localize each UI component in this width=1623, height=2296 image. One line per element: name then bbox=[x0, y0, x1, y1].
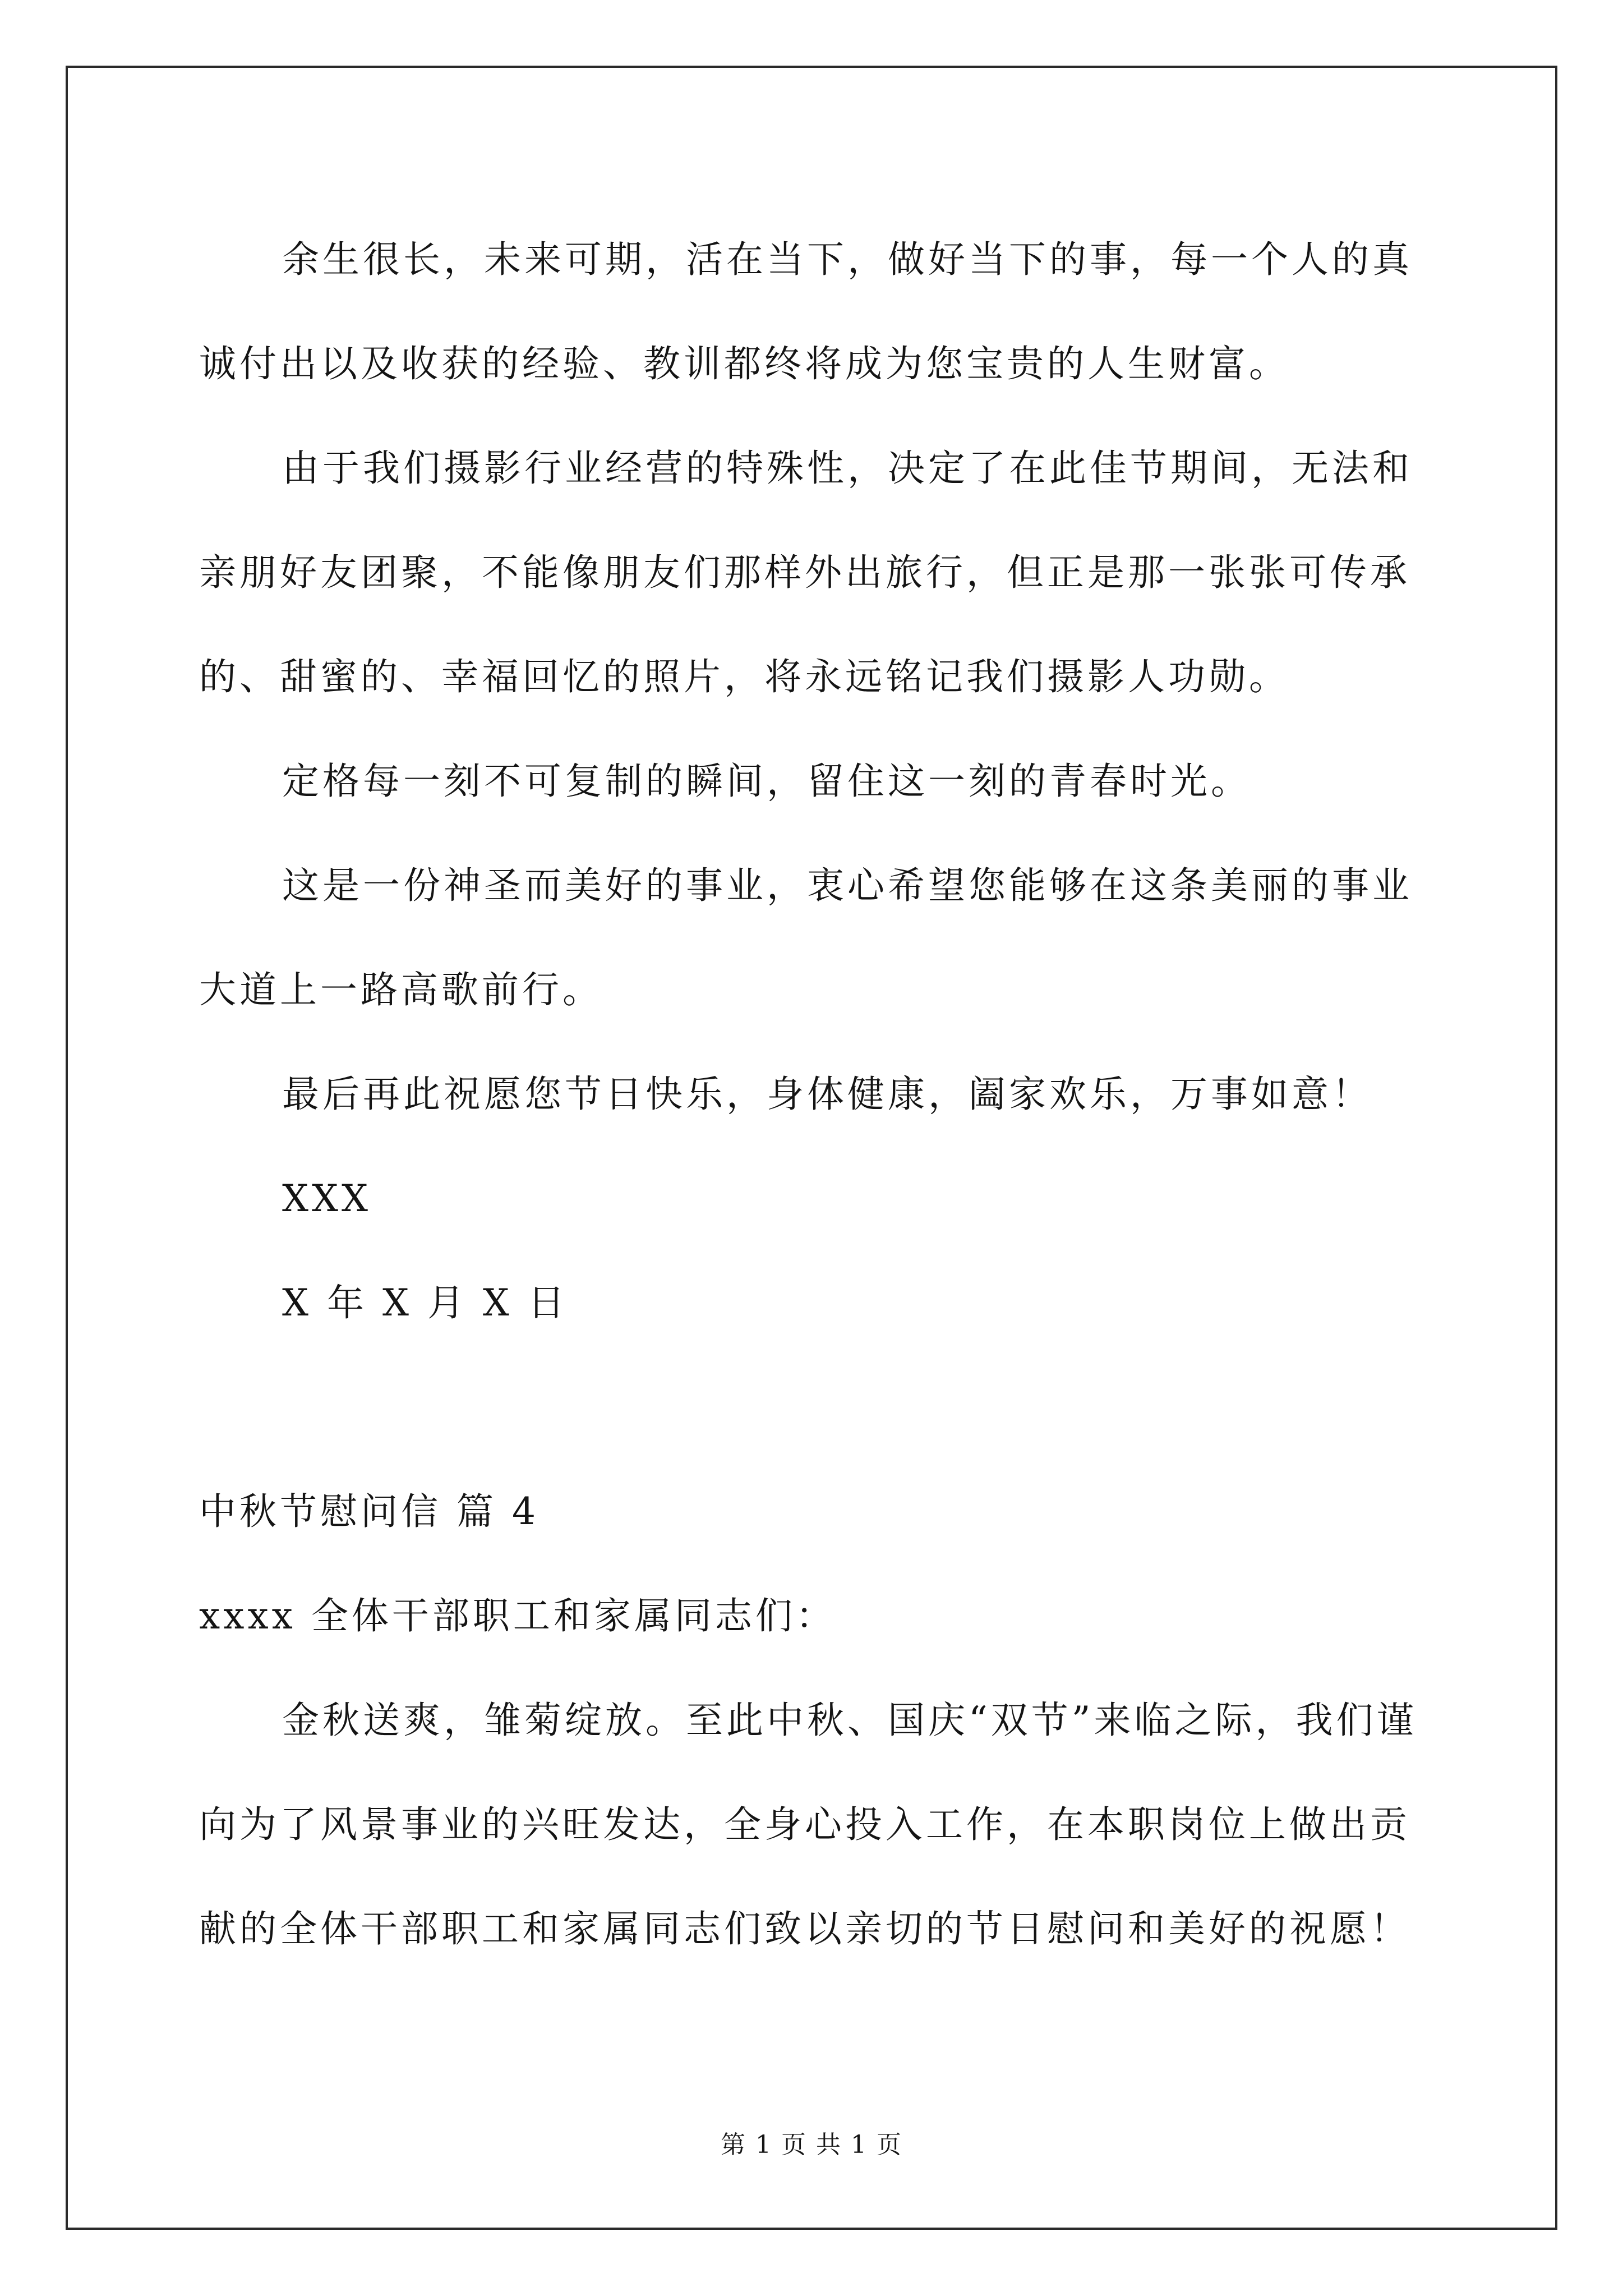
section-heading: 中秋节慰问信 篇 4 bbox=[199, 1490, 539, 1533]
salutation: xxxx 全体干部职工和家属同志们： bbox=[199, 1594, 836, 1637]
paragraph: 这是一份神圣而美好的事业，衷心希望您能够在这条美丽的事业大道上一路高歌前行。 bbox=[199, 864, 1413, 1011]
paragraph: 金秋送爽，雏菊绽放。至此中秋、国庆“双节”来临之际，我们谨向为了风景事业的兴旺发达，全身心投入工作，在本职岗位上做出贡献的全体干部职工和家属同志们致以亲切的节日慰问和美好的祝愿！ bbox=[199, 1699, 1417, 1950]
spacer bbox=[199, 1355, 1433, 1460]
paragraph: 定格每一刻不可复制的瞬间，留住这一刻的青春时光。 bbox=[282, 760, 1251, 803]
paragraph: 最后再此祝愿您节日快乐，身体健康，阖家欢乐，万事如意！ bbox=[282, 1073, 1372, 1116]
page-footer: 第 1 页 共 1 页 bbox=[721, 2131, 902, 2159]
paragraph: 余生很长，未来可期，活在当下，做好当下的事，每一个人的真诚付出以及收获的经验、教训都终将成为您宝贵的人生财富。 bbox=[199, 238, 1413, 385]
date-line: X 年 X 月 X 日 bbox=[282, 1281, 568, 1324]
signature: XXX bbox=[282, 1177, 371, 1220]
document-body bbox=[199, 208, 1433, 1981]
paragraph: 由于我们摄影行业经营的特殊性，决定了在此佳节期间，无法和亲朋好友团聚，不能像朋友们那样外出旅行，但正是那一张张可传承的、甜蜜的、幸福回忆的照片，将永远铭记我们摄影人功勋。 bbox=[199, 447, 1413, 698]
